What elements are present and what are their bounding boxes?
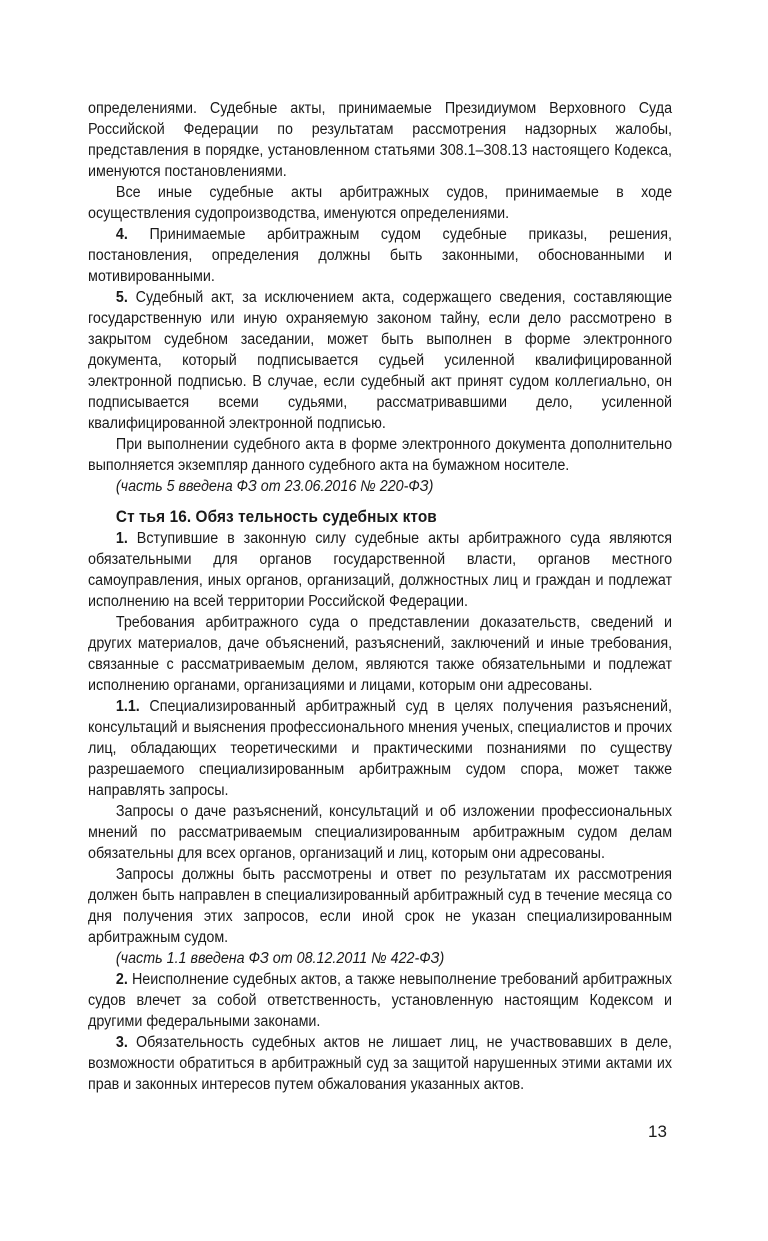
amendment-note: (часть 5 введена ФЗ от 23.06.2016 № 220-ФЗ) [115,478,434,495]
clause-text: Принимаемые арбитражным судом судебные приказы, решения, постановления, определения должны быть законными, обоснованными и мотивированными. [88,226,673,285]
page-number: 13 [648,1122,667,1141]
clause-number: 2. [115,971,128,988]
clause-text: Специализированный арбитражный суд в целях получения разъяснений, консультаций и выяснения профессионального мнения ученых, специалистов и прочих лиц, обладающих теоретическими и практическими познаниями по существу разрешаемого специализированным арбитражным судом спора, может также направлять запросы. [88,698,673,799]
clause-text: Судебный акт, за исключением акта, содержащего сведения, составляющие государственную или иную охраняемую законом тайну, если дело рассмотрено в закрытом судебном заседании, может быть выполнен в форме электронного документа, который подписывается судьей усиленной квалифицированной электронной подписью. В случае, если судебный акт принят судом коллегиально, он подписывается всеми судьями, рассматривавшими дело, усиленной квалифицированной электронной подписью. [88,289,673,432]
paragraph: Все иные судебные акты арбитражных судов, принимаемые в ходе осуществления судопроизводства, именуются определениями. [88,184,673,222]
document-page [88,98,673,1095]
amendment-note: (часть 1.1 введена ФЗ от 08.12.2011 № 422-ФЗ) [115,950,445,967]
paragraph: определениями. Судебные акты, принимаемые Президиумом Верховного Суда Российской Федерации по результатам рассмотрения надзорных жалобы, представления в порядке, установленном статьями 308.1–308.13 настоящего Кодекса, именуются постановлениями. [88,100,673,180]
clause-1-1 [88,696,672,801]
clause-1 [88,528,672,612]
article-heading: Ст тья 16. Обяз тельность судебных ктов [115,508,437,526]
clause-number: 5. [115,289,128,306]
clause-3 [88,1032,672,1095]
clause-number: 1. [115,530,128,547]
paragraph: Запросы должны быть рассмотрены и ответ по результатам их рассмотрения должен быть направлен в специализированный арбитражный суд в течение месяца со дня получения этих запросов, если иной срок не указан специализированным арбитражным судом. [88,866,673,946]
clause-5 [88,287,672,434]
clause-number: 1.1. [115,698,140,715]
paragraph: Требования арбитражного суда о представлении доказательств, сведений и других материалов, даче объяснений, разъяснений, заключений и иные требования, связанные с рассматриваемым делом, являются также обязательными и подлежат исполнению органами, организациями и лицами, которым они адресованы. [88,614,673,694]
clause-2 [88,969,672,1032]
paragraph: При выполнении судебного акта в форме электронного документа дополнительно выполняется экземпляр данного судебного акта на бумажном носителе. [88,436,673,474]
clause-text: Вступившие в законную силу судебные акты арбитражного суда являются обязательными для органов государственной власти, органов местного самоуправления, иных органов, организаций, должностных лиц и граждан и подлежат исполнению на всей территории Российской Федерации. [88,530,673,610]
clause-text: Неисполнение судебных актов, а также невыполнение требований арбитражных судов влечет за собой ответственность, установленную настоящим Кодексом и другими федеральными законами. [88,971,673,1030]
clause-number: 4. [115,226,128,243]
paragraph: Запросы о даче разъяснений, консультаций и об изложении профессиональных мнений по рассматриваемым специализированным арбитражным судом делам обязательны для всех органов, организаций и лиц, которым они адресованы. [88,803,673,862]
clause-4 [88,224,672,287]
clause-number: 3. [115,1034,128,1051]
clause-text: Обязательность судебных актов не лишает лиц, не участвовавших в деле, возможности обратиться в арбитражный суд за защитой нарушенных этими актами их прав и законных интересов путем обжалования указанных актов. [88,1034,673,1093]
